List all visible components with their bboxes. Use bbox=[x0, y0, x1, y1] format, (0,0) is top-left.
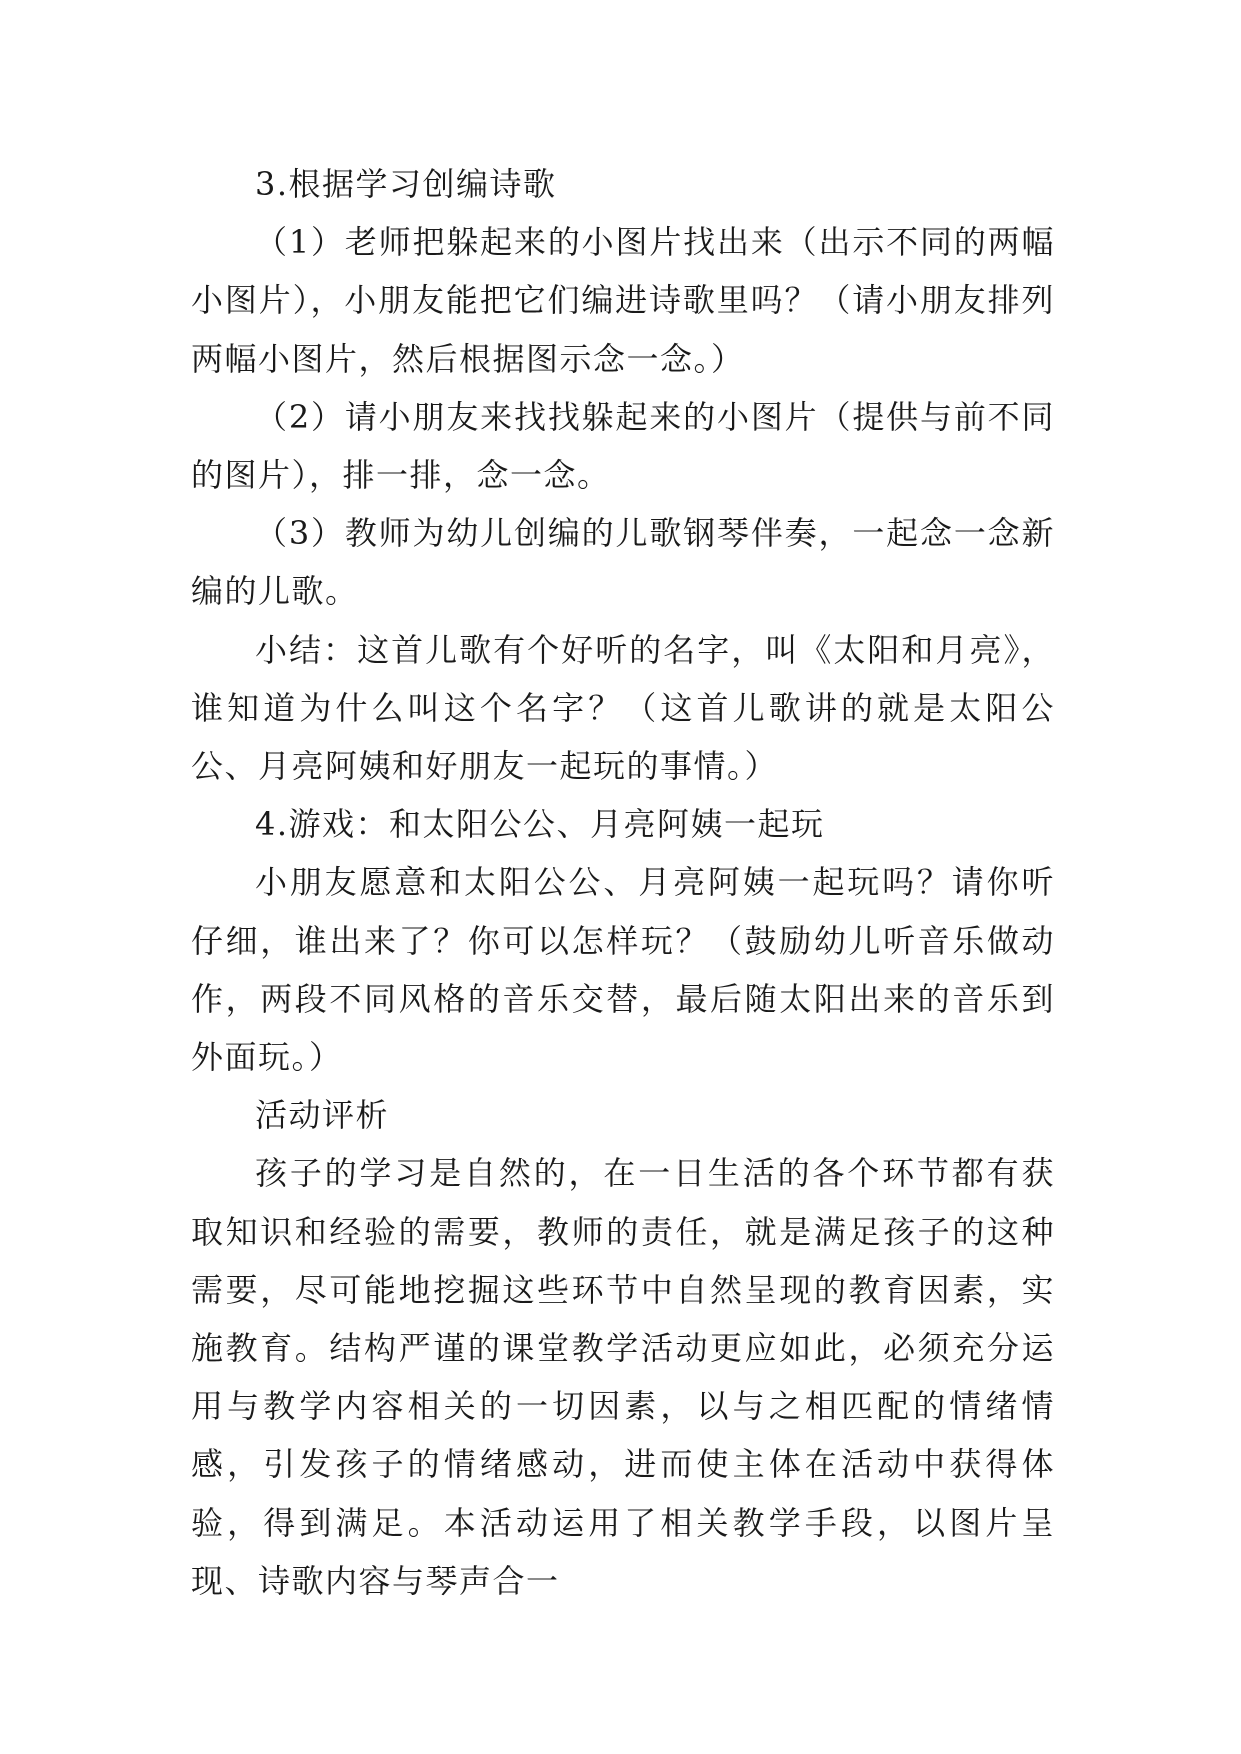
section-heading-analysis: 活动评析 bbox=[255, 1096, 390, 1135]
paragraph-step-1: （1）老师把躲起来的小图片找出来（出示不同的两幅小图片），小朋友能把它们编进诗歌里吗？（请小朋友排列两幅小图片，然后根据图示念一念。） bbox=[191, 223, 1055, 378]
section-heading-game: 4.游戏：和太阳公公、月亮阿姨一起玩 bbox=[255, 805, 825, 844]
paragraph-step-3: （3）教师为幼儿创编的儿歌钢琴伴奏，一起念一念新编的儿歌。 bbox=[191, 514, 1055, 611]
paragraph-analysis: 孩子的学习是自然的，在一日生活的各个环节都有获取知识和经验的需要，教师的责任，就是满足孩子的这种需要，尽可能地挖掘这些环节中自然呈现的教育因素，实施教育。结构严谨的课堂教学活动更应如此，必须充分运用与教学内容相关的一切因素，以与之相匹配的情绪情感，引发孩子的情绪感动，进而使主体在活动中获得体验，得到满足。本活动运用了相关教学手段，以图片呈现、诗歌内容与琴声合一 bbox=[191, 1154, 1055, 1600]
paragraph-step-2: （2）请小朋友来找找躲起来的小图片（提供与前不同的图片），排一排，念一念。 bbox=[191, 397, 1055, 495]
paragraph-game: 小朋友愿意和太阳公公、月亮阿姨一起玩吗？请你听仔细，谁出来了？你可以怎样玩？（鼓励幼儿听音乐做动作，两段不同风格的音乐交替，最后随太阳出来的音乐到外面玩。） bbox=[191, 863, 1055, 1077]
section-heading-create-poem: 3.根据学习创编诗歌 bbox=[255, 165, 557, 203]
paragraph-summary: 小结：这首儿歌有个好听的名字，叫《太阳和月亮》，谁知道为什么叫这个名字？（这首儿歌讲的就是太阳公公、月亮阿姨和好朋友一起玩的事情。） bbox=[191, 630, 1055, 786]
